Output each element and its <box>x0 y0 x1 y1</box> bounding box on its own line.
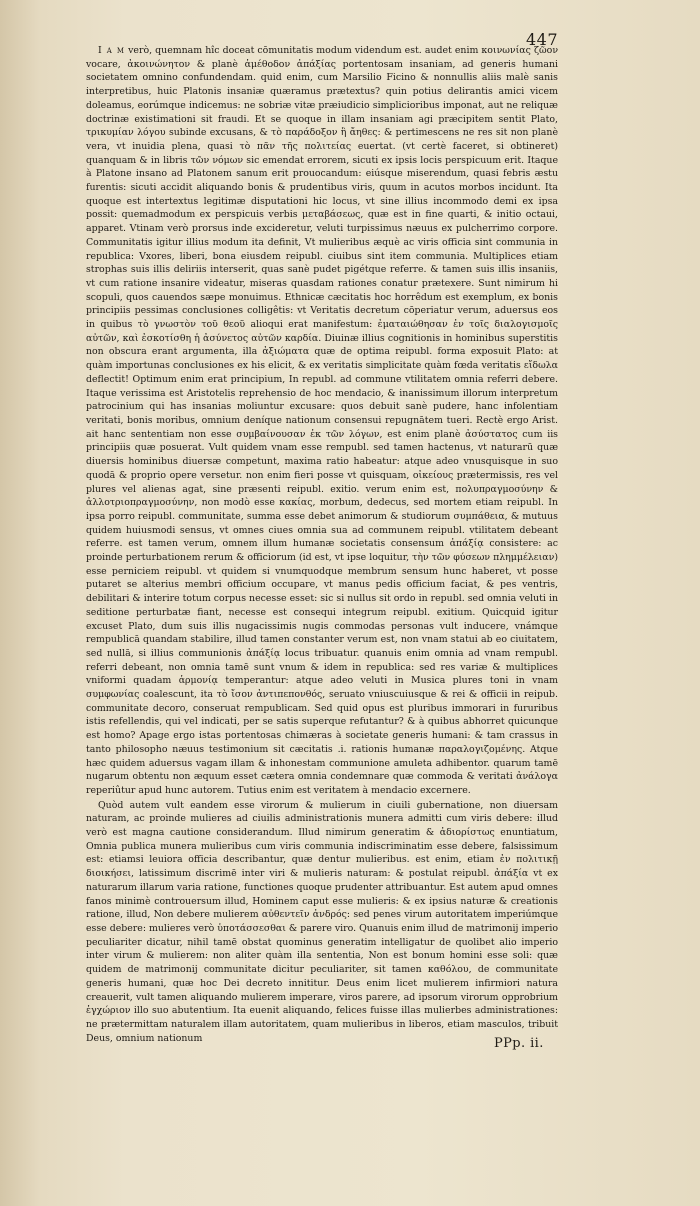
body-text <box>86 44 558 1045</box>
page-number: 447 <box>525 30 558 49</box>
signature-mark: PPp. ii. <box>494 1036 544 1051</box>
opening-words: I a m <box>98 45 126 56</box>
paragraph-1-body: verò, quemnam hîc doceat cōmunitatis modum videndum est. audet enim κοινωνίας ζῶον vocare, ἀκοινώνητον & planè ἀμέθοδον ἀπάξίας portentosam insaniam, ad generis humani societatem omnino confundendam. quid enim, cum Marsilio Ficino & nonnullis aliis malè sanis interpretibus, huic Platonis insaniæ quæramus prætextus? quin potius delirantis amici vicem doleamus, eorúmque indicemus: ne sobriæ vitæ præiudicio simplicioribus imponat, aut ne reliquæ doctrinæ existimationi sit fraudi. Et se quoque in illam insaniam agi præcipitem sentit Plato, τρικυμίαν λόγου subinde excusans, & τὸ παράδοξον ἢ ἄηθες: & pertimescens ne res sit non planè vera, vt inuidia plena, quasi τὸ πᾶν τῆς πολιτείας euertat. (vt certè faceret, si obtineret) quanquam & in libris τῶν νόμων sic emendat errorem, sicuti ex ipsis locis perspicuum erit. Itaque à Platone insano ad Platonem sanum erit prouocandum: eiúsque miserendum, quasi febris æstu furentis: sicuti accidit aliquando bonis & prudentibus viris, quum in acutos morbos incidunt. Ita quoque est intertextus legitimæ disputationi hic locus, vt sine illius incommodo demi ex ipsa possit: quemadmodum ex perspicuis verbis μεταβάσεως, quæ est in fine quarti, & initio octaui, apparet. Vtinam verò prorsus inde excideretur, veluti turpissimus næuus ex pulcherrimo corpore. Communitatis igitur illius modum ita definit, Vt mulieribus æquè ac viris officia sint communia in republica: Vxores, liberi, bona eiusdem reipubl. ciuibus sint item communia. Multiplices etiam strophas suis illis deliriis interserit, quas sanè pudet pigétque referre. & tamen suis illis insaniis, vt cum ratione insanire videatur, miseras quasdam rationes conatur prætexere. Sunt nimirum hi scopuli, quos cauendos sæpe monuimus. Ethnicæ cæcitatis hoc horrêdum est exemplum, ex bonis principiis pessimas conclusiones colligêtis: vt Veritatis decretum cōperiatur verum, aduersus eos in quibus τὸ γνωστὸν τοῦ θεοῦ alioqui erat manifestum: ἐματαιώθησαν ἐν τοῖς διαλογισμοῖς αὐτῶν, καὶ ἐσκοτίσθη ἡ ἀσύνετος αὐτῶν καρδία. Diuinæ illius cognitionis in hominibus superstitis non obscura erant argumenta, illa ἀξιώματα quæ de optima reipubl. forma exposuit Plato: at quàm importunas conclusiones ex his elicit, & ex veritatis simplicitate quàm fœda veritatis εἴδωλα deflectit! Optimum enim erat principium, In republ. ad commune vtilitatem omnia referri debere. Itaque verissima est Aristotelis reprehensio de hoc mendacio, & inanissimum illorum interpretum patrocinium qui has insanias moliuntur excusare: quos debuit sanè pudere, hanc infolentiam veritati, bonis moribus, omnium deníque nationum consensui repugnātem tueri. Rectè ergo Arist. ait hanc sententiam non esse συμβαίνουσαν ἐκ τῶν λόγων, est enim planè ἀσύστατος cum iis principiis quæ posuerat. Vult quidem vnam esse rempubl. sed tamen hactenus, vt naturarū quæ diuersis hominibus diuersæ competunt, maxima ratio habeatur: atque adeo vnusquisque in suo quodā & proprio opere versetur. non enim fieri posse vt quisquam, οἰκείους prætermissis, res vel plures vel alienas agat, sine præsenti reipubl. exitio. verum enim est, πολυπραγμοσύνην & ἀλλοτριοπραγμοσύνην, non modò esse κακίας, morbum, dedecus, sed mortem etiam reipubl. In ipsa porro reipubl. communitate, summa esse debet animorum & studiorum συμπάθεια, & mutuus quidem huiusmodi sensus, vt omnes ciues omnia sua ad communem reipubl. vtilitatem debeant referre. est tamen verum, omnem illum humanæ societatis consensum ἀπάξίᾳ consistere: ac proinde perturbationem rerum & officiorum (id est, vt ipse loquitur, τὴν τῶν φύσεων πλημμέλειαν) esse perniciem reipubl. vt quidem si vnumquodque membrum sensum hunc haberet, vt posse putaret se alterius membri officium occupare, vt manus pedis officium faciat, & pes ventris, debilitari & interire totum corpus necesse esset: sic si nullus sit ordo in republ. sed omnia veluti in seditione perturbatæ fiant, necesse est consequi integrum reipubl. exitium. Quicquid igitur excuset Plato, dum suis illis nugacissimis nugis commodas personas vult inducere, vnámque rempublicā quandam stabilire, illud tamen constanter verum est, non vnam statui ab eo ciuitatem, sed nullā, si illius communionis ἀπάξίᾳ locus tribuatur. quanuis enim omnia ad vnam rempubl. referri debeant, non omnia tamē sunt vnum & idem in republica: sed res variæ & multiplices vniformi quadam ἁρμονίᾳ temperantur: atque adeo veluti in Musica plures toni in vnam συμφωνίας coalescunt, ita τὸ ἴσον ἀντιπεπονθός, seruato vniuscuiusque & rei & officii in reipub. communitate decoro, conseruat rempublicam. Sed quid opus est pluribus immorari in fururibus istis refellendis, qui vel indicati, per se satis superque refutantur? & à quibus abhorret quicunque est homo? Apage ergo istas portentosas chimæras à societate generis humani: & tam crassus in tanto philosopho næuus testimonium sit cæcitatis .i. rationis humanæ παραλογιζομένης. Atque hæc quidem aduersus vagam illam & inhonestam communione amuleta adhibentor. quarum tamē nugarum obtentu non æquum esset cætera omnia condemnare quæ commoda & veritati ἀνάλογα reperiûtur apud hunc autorem. Tutius enim est veritatem à mendacio excernere. <box>86 45 559 796</box>
gutter-shadow <box>0 0 40 1206</box>
paragraph-2: Quòd autem vult eandem esse virorum & mulierum in ciuili gubernatione, non diuersam naturam, ac proinde mulieres ad ciuilis administrationis munera admitti cum viris debere: illud verò est magna cautione considerandum. Illud nimirum generatim & ἀδιορίστως enuntiatum, Omnia publica munera mulieribus cum viris communia indiscriminatim esse debere, falsissimum est: etiamsi leuiora officia describantur, quæ dentur mulieribus. est enim, etiam ἐν πολιτικῇ διοικήσει, latissimum discrimē inter viri & mulieris naturam: & postulat reipubl. ἀπάξία vt ex naturarum illarum varia ratione, functiones quoque prudenter attribuantur. Est autem apud omnes fanos minimè controuersum illud, Hominem caput esse mulieris: & ex ipsius naturæ & creationis ratione, illud, Non debere mulierem αὐθεντεῖν ἀνδρός: sed penes virum autoritatem imperiúmque esse debere: mulieres verò ὑποτάσσεσθαι & parere viro. Quanuis enim illud de matrimonij imperio peculiariter dicatur, nihil tamē obstat quominus generatim intelligatur de quolibet alio imperio inter virum & mulierem: non aliter quàm illa sententia, Non est bonum homini esse soli: quæ quidem de matrimonij communitate dicitur peculiariter, sit tamen καθόλου, de communitate generis humani, quæ hoc Dei decreto innititur. Deus enim licet mulierem infirmiori natura creauerit, vult tamen aliquando mulierem imperare, viros parere, ad ipsorum virorum opprobrium ἐγχώριον illo suo abutentium. Ita euenit aliquando, felices fuisse illas mulierbes administrationes: ne prætermittam naturalem illam autoritatem, quam mulieribus in liberos, etiam masculos, tribuit Deus, omnium nationum <box>86 799 559 1044</box>
paragraph-1 <box>86 44 558 798</box>
